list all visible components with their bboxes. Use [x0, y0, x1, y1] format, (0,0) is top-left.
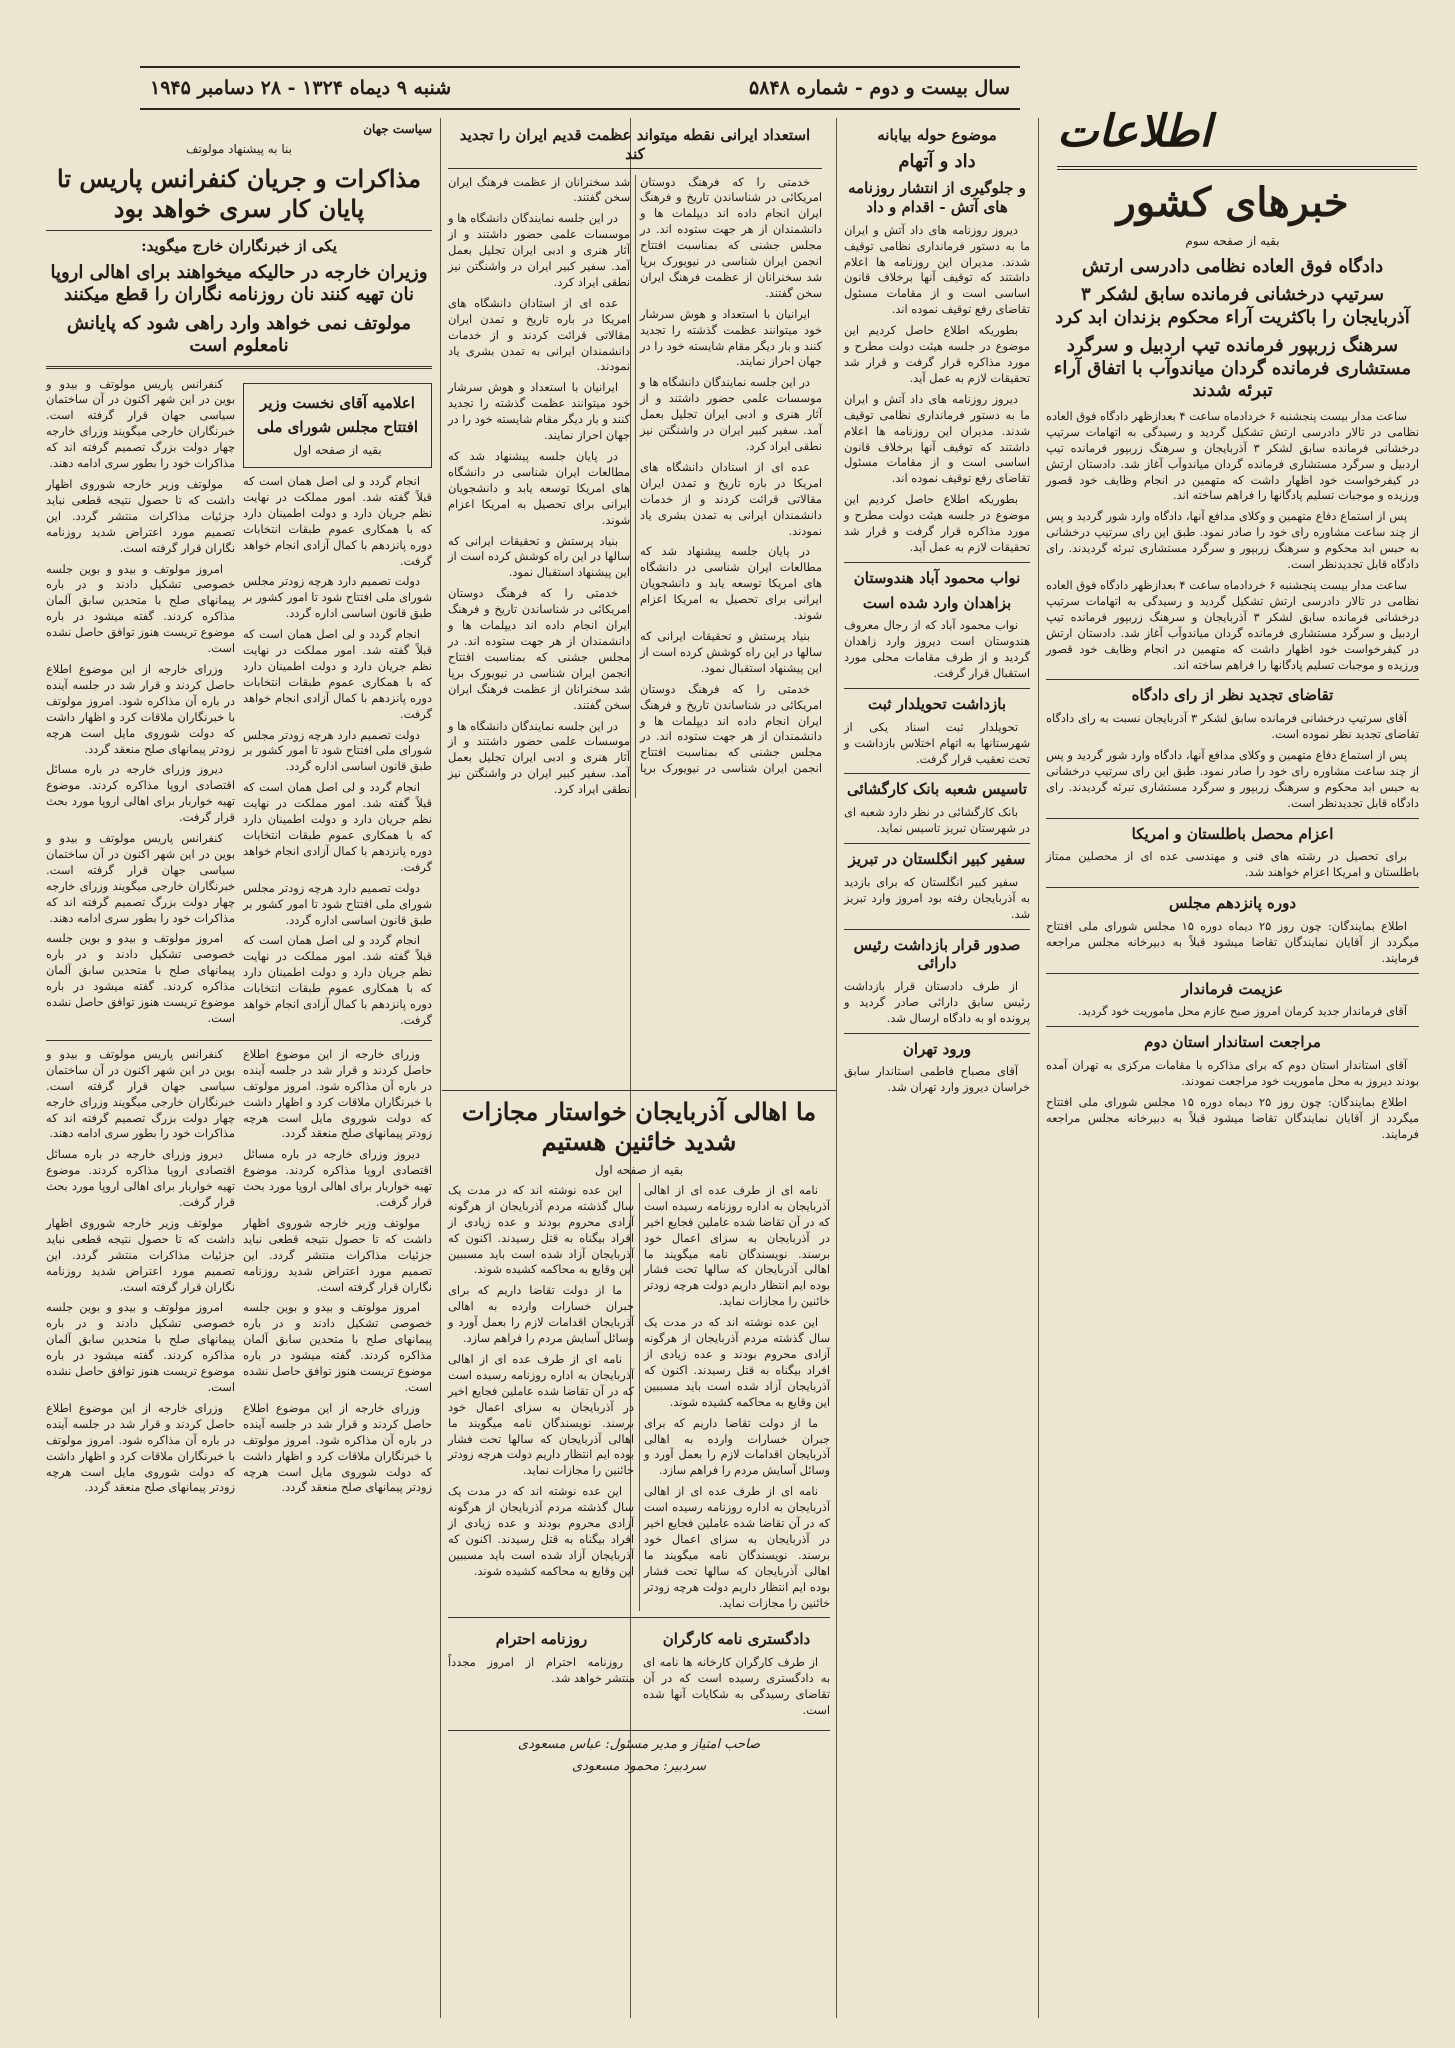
- headline: موضوع حوله بیابانه: [877, 126, 997, 144]
- article-text: نواب محمود آباد که از رجال معروف هندوستان است دیروز وارد زاهدان گردید و از طرف مقامات محلی مورد استقبال قرار گرفت.: [844, 618, 1030, 681]
- article-text: آقای استاندار استان دوم که برای مذاکره با مقامات مرکزی به تهران آمده بودند دیروز به محل ماموریت خود مراجعت نمودند.: [1046, 1058, 1419, 1088]
- article-text: خدمتی را که فرهنگ دوستان امریکائی در شناساندن تاریخ و فرهنگ ایران انجام داده اند دیپلمات ها و دانشمندان از هر جهت ستوده اند. در مجلس جشنی که بمناسبت افتتاح انجمن ایران شناسی در نیویورک برپا شد سخنرانان از عظمت فرهنگ ایران سخن گفتند.: [448, 174, 822, 776]
- article-text: پس از استماع دفاع متهمین و وکلای مدافع آنها، دادگاه وارد شور گردید و پس از چند ساعت مشاوره رای خود را صادر نمود. طبق این رای سرتیپ درخشانی به حبس ابد محکوم و سرهنگ زربپور و سرگرد مستشاری تبرئه گردیدند. رای دادگاه قابل تجدیدنظر است.: [1046, 747, 1419, 810]
- article-text: در پایان جلسه پیشنهاد شد که مطالعات ایران شناسی در دانشگاه های امریکا توسعه یابد و دانشجویان ایرانی برای تحصیل به امریکا اعزام شوند.: [448, 449, 630, 527]
- article-text: کنفرانس پاریس مولوتف و بیدو و بوین در این شهر اکنون در آن ساختمان سیاسی جهان قرار گرفته است. خبرنگاران خارجی میگویند وزرای خارجه چهار دولت بزرگ تصمیم گرفته اند که مذاکرات خود را بطور سری ادامه دهند.: [46, 1046, 235, 1141]
- continued-note: بقیه از صفحه سوم: [1185, 234, 1280, 248]
- section-title: خبرهای کشور: [1116, 179, 1349, 226]
- headline: دادگاه فوق العاده نظامی دادرسی ارتش: [1081, 255, 1384, 277]
- article-columns: [448, 1183, 830, 1612]
- headline: اعلامیه آقای نخست وزیر: [260, 393, 415, 412]
- article-text: سفیر کبیر انگلستان که برای بازدید به آذربایجان رفته بود امروز وارد تبریز شد.: [844, 874, 1030, 921]
- article-text: کنفرانس پاریس مولوتف و بیدو و بوین در این شهر اکنون در آن ساختمان سیاسی جهان قرار گرفته است. خبرنگاران خارجی میگویند وزرای خارجه چهار دولت بزرگ تصمیم گرفته اند که مذاکرات خود را بطور سری ادامه دهند.: [46, 831, 235, 925]
- article-text: از طرف کارگران کارخانه ها نامه ای به دادگستری رسیده است که در آن تقاضای رسیدگی به شکایات آنها شده است.: [643, 1655, 830, 1717]
- issue-line: سال بیست و دوم - شماره ۵۸۴۸: [749, 77, 1010, 99]
- column-azerbaijan-article: [442, 1090, 836, 2010]
- headline: وزیران خارجه در حالیکه میخواهند برای اهالی اروپا نان تهیه کنند نان روزنامه نگاران را قطع میکنند: [50, 261, 428, 306]
- article-text: اطلاع بمایندگان: چون روز ۲۵ دیماه دوره ۱۵ مجلس شورای ملی افتتاح میگردد از آقایان نمایندگان تقاضا میشود قبلاً به دبیرخانه مجلس مراجعه فرمایند.: [1046, 1094, 1419, 1141]
- article-text: تحویلدار ثبت اسناد یکی از شهرستانها به اتهام اختلاس بازداشت و تحت تعقیب قرار گرفت.: [844, 719, 1030, 766]
- article-text: عده ای از استادان دانشگاه های امریکا در باره تاریخ و تمدن ایران مقالاتی قرائت کردند و از خدمات دانشمندان ایرانی به تمدن بشری یاد نمودند.: [448, 295, 630, 374]
- sub-column: [243, 377, 432, 1034]
- article-text: ساعت مدار بیست پنجشنبه ۶ خردادماه ساعت ۴ بعدازظهر دادگاه فوق العاده نظامی در تالار دادرسی ارتش تشکیل گردید و رسیدگی به اتهامات سرتیپ درخشانی فرمانده سابق لشکر ۳ آذربایجان و سرهنگ زربپور فرمانده تیپ اردبیل و سرگرد مستشاری فرمانده گردان میاندوآب آغاز شد. دادستان ارتش در کیفرخواست خود اظهار داشت که متهمین در انجام وظایف خود قصور ورزیده و موجبات تسلیم پادگانها را فراهم ساخته اند.: [1046, 577, 1419, 672]
- article-text: ما از دولت تقاضا داریم که برای جبران خسارات وارده به اهالی آذربایجان اقدامات لازم را بعمل آورد و وسائل آسایش مردم را فراهم سازد.: [448, 1283, 634, 1346]
- article-text: خدمتی را که فرهنگ دوستان امریکائی در شناساندن تاریخ و فرهنگ ایران انجام داده اند دیپلمات ها و دانشمندان از هر جهت ستوده اند. در مجلس جشنی که بمناسبت افتتاح انجمن ایران شناسی در نیویورک برپا شد سخنرانان از عظمت فرهنگ ایران سخن گفتند.: [448, 586, 630, 712]
- article-text: انجام گردد و لی اصل همان است که قبلاً گفته شد. امور مملکت در نهایت نظم جریان دارد و دولت اطمینان دارد که با همکاری عموم طبقات انتخابات دوره پانزدهم با کمال آزادی انجام خواهد گرفت.: [243, 933, 432, 1027]
- sub-column: [46, 377, 235, 1034]
- article-text: مولوتف وزیر خارجه شوروی اظهار داشت که تا حصول نتیجه قطعی نباید جزئیات مذاکرات منتشر گردد. این تصمیم مورد اعتراض شدید روزنامه نگاران قرار گرفته است.: [46, 477, 235, 555]
- article-text: انجام گردد و لی اصل همان است که قبلاً گفته شد. امور مملکت در نهایت نظم جریان دارد و دولت اطمینان دارد که با همکاری عموم طبقات انتخابات دوره پانزدهم با کمال آزادی انجام خواهد گرفت.: [243, 627, 432, 721]
- headline: سرتیپ درخشانی فرمانده سابق لشکر ۳ آذربایجان را باکثریت آراء محکوم بزندان ابد کرد: [1055, 284, 1410, 328]
- article-text: امروز مولوتف و بیدو و بوین جلسه خصوصی تشکیل دادند و در باره پیمانهای صلح با متحدین سابق آلمان مذاکره کردند. گفته میشود در باره موضوع تریست هنوز توافق حاصل نشده است.: [46, 931, 235, 1025]
- article-text: وزرای خارجه از این موضوع اطلاع حاصل کردند و قرار شد در جلسه آینده در باره آن مذاکره شود. امروز مولوتف با خبرنگاران ملاقات کرد و اظهار داشت که دولت شوروی مایل است هرچه زودتر پیمانهای صلح منعقد گردد.: [46, 1400, 235, 1495]
- article-text: در این جلسه نمایندگان دانشگاه ها و موسسات علمی حضور داشتند و از آثار هنری و ادبی ایران تجلیل بعمل آمد. سفیر کبیر ایران در واشنگتن نیز نطقی ایراد کرد.: [448, 718, 630, 797]
- headline: تقاضای تجدید نظر از رای دادگاه: [1131, 686, 1334, 705]
- article-text: انجام گردد و لی اصل همان است که قبلاً گفته شد. امور مملکت در نهایت نظم جریان دارد و دولت اطمینان دارد که با همکاری عموم طبقات انتخابات دوره پانزدهم با کمال آزادی انجام خواهد گرفت.: [243, 780, 432, 874]
- article-text: انجام گردد و لی اصل همان است که قبلاً گفته شد. امور مملکت در نهایت نظم جریان دارد و دولت اطمینان دارد که با همکاری عموم طبقات انتخابات دوره پانزدهم با کمال آزادی انجام خواهد گرفت.: [243, 473, 432, 568]
- continued-note: بقیه از صفحه اول: [293, 443, 382, 458]
- boxed-notice: [243, 383, 432, 468]
- headline: و جلوگیری از انتشار روزنامه های آتش - اقدام و داد: [848, 179, 1026, 216]
- continued-note: بقیه از صفحه اول: [594, 1163, 684, 1177]
- column-iran-culture: [442, 120, 828, 1080]
- article-text: دیروز روزنامه های داد آتش و ایران ما به دستور فرمانداری نظامی توقیف شدند. مدیران این روزنامه ها اعلام داشتند که توقیف آنها برخلاف قانون اساسی است و از مقامات مسئول تقاضای رفع توقیف نموده اند.: [844, 391, 1030, 486]
- headline: ما اهالی آذربایجان خواستار مجازات شدید خائنین هستیم: [461, 1097, 817, 1156]
- article-text: نامه ای از طرف عده ای از اهالی آذربایجان به اداره روزنامه رسیده است که در آن تقاضا شده عاملین فجایع اخیر در آذربایجان به سزای اعمال خود برسند. نویسندگان نامه میگویند ما اهالی آذربایجان که سالها تحت فشار بوده ایم انتظار داریم دولت هرچه زودتر خائنین را مجازات نماید.: [644, 1182, 830, 1309]
- editor-signature: سردبیر: محمود مسعودی: [571, 1758, 707, 1774]
- headline: داد و آتهام: [898, 150, 976, 172]
- headline: صدور قرار بازداشت رئیس دارائی: [853, 935, 1021, 973]
- date-line: شنبه ۹ دیماه ۱۳۲۴ - ۲۸ دسامبر ۱۹۴۵: [150, 77, 452, 99]
- article-text: ساعت مدار بیست پنجشنبه ۶ خردادماه ساعت ۴ بعدازظهر دادگاه فوق العاده نظامی در تالار دادرسی ارتش تشکیل گردید و رسیدگی به اتهامات سرتیپ درخشانی فرمانده سابق لشکر ۳ آذربایجان و سرهنگ زربپور فرمانده تیپ اردبیل و سرگرد مستشاری فرمانده گردان میاندوآب آغاز شد. دادستان ارتش در کیفرخواست خود اظهار داشت که متهمین در انجام وظایف خود قصور ورزیده و موجبات تسلیم پادگانها را فراهم ساخته اند.: [1046, 408, 1419, 503]
- article-text: بطوریکه اطلاع حاصل کردیم این موضوع در جلسه هیئت دولت مطرح و مورد مذاکره قرار گرفت و قرار شد تحقیقات لازم به عمل آید.: [844, 323, 1030, 385]
- column-domestic-news: [1040, 172, 1425, 2012]
- article-text: در پایان جلسه پیشنهاد شد که مطالعات ایران شناسی در دانشگاه های امریکا توسعه یابد و دانشجویان ایرانی برای تحصیل به امریکا اعزام شوند.: [640, 544, 822, 623]
- article-text: از طرف دادستان قرار بازداشت رئیس سابق دارائی صادر گردید و پرونده او به دادگاه ارسال شد.: [844, 979, 1030, 1025]
- column-rule: [836, 118, 837, 2018]
- article-text: آقای سرتیپ درخشانی فرمانده سابق لشکر ۳ آذربایجان نسبت به رای دادگاه تقاضای تجدید نظر نموده است.: [1046, 711, 1419, 742]
- article-text: برای تحصیل در رشته های فنی و مهندسی عده ای از محصلین ممتاز باطلستان و امریکا اعزام خواهند شد.: [1046, 849, 1419, 880]
- column-world-politics: [40, 120, 438, 2010]
- article-text: آقای مصباح فاطمی استاندار سابق خراسان دیروز وارد تهران شد.: [844, 1064, 1030, 1095]
- headline: سفیر کبیر انگلستان در تبریز: [848, 850, 1026, 869]
- article-text: مولوتف وزیر خارجه شوروی اظهار داشت که تا حصول نتیجه قطعی نباید جزئیات مذاکرات منتشر گردد. این تصمیم مورد اعتراض شدید روزنامه نگاران قرار گرفته است.: [243, 1215, 432, 1294]
- article-text: در این جلسه نمایندگان دانشگاه ها و موسسات علمی حضور داشتند و از آثار هنری و ادبی ایران تجلیل بعمل آمد. سفیر کبیر ایران در واشنگتن نیز نطقی ایراد کرد.: [640, 375, 822, 453]
- headline: بازداشت تحویلدار ثبت: [867, 695, 1007, 713]
- article-text: دیروز روزنامه های داد آتش و ایران ما به دستور فرمانداری نظامی توقیف شدند. مدیران این روزنامه ها اعلام داشتند که توقیف آنها برخلاف قانون اساسی است و از مقامات مسئول تقاضای رفع توقیف نموده اند.: [844, 222, 1030, 317]
- date-strip: [140, 66, 1020, 110]
- article-text: امروز مولوتف و بیدو و بوین جلسه خصوصی تشکیل دادند و در باره پیمانهای صلح با متحدین سابق آلمان مذاکره کردند. گفته میشود در باره موضوع تریست هنوز توافق حاصل نشده است.: [243, 1300, 432, 1394]
- article-text: وزرای خارجه از این موضوع اطلاع حاصل کردند و قرار شد در جلسه آینده در باره آن مذاکره شود. امروز مولوتف با خبرنگاران ملاقات کرد و اظهار داشت که دولت شوروی مایل است هرچه زودتر پیمانهای صلح منعقد گردد.: [243, 1400, 432, 1495]
- headline: دادگستری نامه کارگران: [662, 1630, 811, 1649]
- headline: استعداد ایرانی نقطه میتواند عظمت قدیم ایران را تجدید کند: [448, 126, 822, 169]
- headline: تاسیس شعبه بانک کارگشائی: [846, 780, 1028, 799]
- headline: افتتاح مجلس شورای ملی: [256, 418, 419, 437]
- headline: اعزام محصل باطلستان و امریکا: [1131, 824, 1334, 843]
- article-text: دولت تصمیم دارد هرچه زودتر مجلس شورای ملی افتتاح شود تا امور کشور بر طبق قانون اساسی اداره گردد.: [243, 727, 432, 774]
- article-text: روزنامه احترام از امروز مجدداً منتشر خواهد شد.: [448, 1655, 635, 1686]
- publisher-signature: صاحب امتیاز و مدیر مسئول: عباس مسعودی: [517, 1736, 761, 1752]
- article-text: دولت تصمیم دارد هرچه زودتر مجلس شورای ملی افتتاح شود تا امور کشور بر طبق قانون اساسی اداره گردد.: [243, 880, 432, 927]
- article-text: دیروز وزرای خارجه در باره مسائل اقتصادی اروپا مذاکره کردند. موضوع تهیه خواربار برای اهالی اروپا مورد بحث قرار گرفت.: [243, 1147, 432, 1210]
- article-text: پس از استماع دفاع متهمین و وکلای مدافع آنها، دادگاه وارد شور گردید و پس از چند ساعت مشاوره رای خود را صادر نمود. طبق این رای سرتیپ درخشانی به حبس ابد محکوم و سرهنگ زربپور و سرگرد مستشاری تبرئه گردیدند. رای دادگاه قابل تجدیدنظر است.: [1046, 509, 1419, 572]
- article-text: وزرای خارجه از این موضوع اطلاع حاصل کردند و قرار شد در جلسه آینده در باره آن مذاکره شود. امروز مولوتف با خبرنگاران ملاقات کرد و اظهار داشت که دولت شوروی مایل است هرچه زودتر پیمانهای صلح منعقد گردد.: [46, 661, 235, 756]
- article-text: در این جلسه نمایندگان دانشگاه ها و موسسات علمی حضور داشتند و از آثار هنری و ادبی ایران تجلیل بعمل آمد. سفیر کبیر ایران در واشنگتن نیز نطقی ایراد کرد.: [448, 211, 630, 289]
- headline: نواب محمود آباد هندوستان: [853, 568, 1021, 587]
- column-rule: [440, 118, 441, 2018]
- two-col-block: [46, 1047, 432, 1501]
- masthead-logo: اطلاعات: [1057, 105, 1212, 157]
- two-col-block: [46, 377, 432, 1034]
- article-text: دولت تصمیم دارد هرچه زودتر مجلس شورای ملی افتتاح شود تا امور کشور بر طبق قانون اساسی اداره گردد.: [243, 574, 432, 621]
- article-text: این عده نوشته اند که در مدت یک سال گذشته مردم آذربایجان از هرگونه آزادی محروم بودند و عده زیادی از افراد بیگناه به قتل رسیدند. اکنون که آذربایجان آزاد شده است باید مسببین این وقایع به محاکمه کشیده شوند.: [448, 1182, 634, 1277]
- article-text: نامه ای از طرف عده ای از اهالی آذربایجان به اداره روزنامه رسیده است که در آن تقاضا شده عاملین فجایع اخیر در آذربایجان به سزای اعمال خود برسند. نویسندگان نامه میگویند ما اهالی آذربایجان که سالها تحت فشار بوده ایم انتظار داریم دولت هرچه زودتر خائنین را مجازات نماید.: [448, 1351, 634, 1478]
- article-text: ما از دولت تقاضا داریم که برای جبران خسارات وارده به اهالی آذربایجان اقدامات لازم را بعمل آورد و وسائل آسایش مردم را فراهم سازد.: [644, 1415, 830, 1478]
- column-press-news: [838, 120, 1036, 2010]
- masthead: [1057, 96, 1417, 170]
- headline: روزنامه احترام: [495, 1630, 588, 1649]
- article-text: مولوتف وزیر خارجه شوروی اظهار داشت که تا حصول نتیجه قطعی نباید جزئیات مذاکرات منتشر گردد. این تصمیم مورد اعتراض شدید روزنامه نگاران قرار گرفته است.: [46, 1215, 235, 1294]
- column-rule: [1038, 118, 1039, 2018]
- article-text: بطوریکه اطلاع حاصل کردیم این موضوع در جلسه هیئت دولت مطرح و مورد مذاکره قرار گرفت و قرار شد تحقیقات لازم به عمل آید.: [844, 492, 1030, 554]
- article-text: ایرانیان با استعداد و هوش سرشار خود میتوانند عظمت گذشته را تجدید کنند و بار دیگر مقام شایسته خود را در جهان احراز نمایند.: [640, 306, 822, 369]
- section-kicker: سیاست جهان: [363, 122, 432, 136]
- headline: بزاهدان وارد شده است: [862, 593, 1012, 612]
- headline: عزیمت فرماندار: [1181, 979, 1284, 998]
- headline: سرهنگ زربپور فرمانده تیپ اردبیل و سرگرد مستشاری فرمانده گردان میاندوآب با اتفاق آراء تبرئه شدند: [1053, 335, 1412, 402]
- article-text: بنیاد پرستش و تحقیقات ایرانی که سالها در این راه کوشش کرده است از این پیشنهاد استقبال نمود.: [448, 533, 630, 580]
- article-text: اطلاع بمایندگان: چون روز ۲۵ دیماه دوره ۱۵ مجلس شورای ملی افتتاح میگردد از آقایان نمایندگان تقاضا میشود قبلاً به دبیرخانه مجلس مراجعه فرمایند.: [1046, 918, 1419, 965]
- article-text: دیروز وزرای خارجه در باره مسائل اقتصادی اروپا مذاکره کردند. موضوع تهیه خواربار برای اهالی اروپا مورد بحث قرار گرفت.: [46, 1147, 235, 1210]
- headline: مذاکرات و جریان کنفرانس پاریس تا پایان کار سری خواهد بود: [57, 163, 421, 223]
- headline: دوره پانزدهم مجلس: [1168, 894, 1297, 913]
- article-text: این عده نوشته اند که در مدت یک سال گذشته مردم آذربایجان از هرگونه آزادی محروم بودند و عده زیادی از افراد بیگناه به قتل رسیدند. اکنون که آذربایجان آزاد شده است باید مسببین این وقایع به محاکمه کشیده شوند.: [644, 1315, 830, 1409]
- article-text: نامه ای از طرف عده ای از اهالی آذربایجان به اداره روزنامه رسیده است که در آن تقاضا شده عاملین فجایع اخیر در آذربایجان به سزای اعمال خود برسند. نویسندگان نامه میگویند ما اهالی آذربایجان که سالها تحت فشار بوده ایم انتظار داریم دولت هرچه زودتر خائنین را مجازات نماید.: [644, 1484, 830, 1610]
- article-text: دیروز وزرای خارجه در باره مسائل اقتصادی اروپا مذاکره کردند. موضوع تهیه خواربار برای اهالی اروپا مورد بحث قرار گرفت.: [46, 762, 235, 825]
- sub-kicker: بنا به پیشنهاد مولوتف: [186, 141, 292, 156]
- headline: مولوتف نمی خواهد وارد راهی شود که پایانش نامعلوم است: [66, 312, 412, 357]
- article-text: امروز مولوتف و بیدو و بوین جلسه خصوصی تشکیل دادند و در باره پیمانهای صلح با متحدین سابق آلمان مذاکره کردند. گفته میشود در باره موضوع تریست هنوز توافق حاصل نشده است.: [46, 561, 235, 656]
- headline: ورود تهران: [902, 1039, 972, 1058]
- article-text: عده ای از استادان دانشگاه های امریکا در باره تاریخ و تمدن ایران مقالاتی قرائت کردند و از خدمات دانشمندان ایرانی به تمدن بشری یاد نمودند.: [640, 459, 822, 538]
- article-text: کنفرانس پاریس مولوتف و بیدو و بوین در این شهر اکنون در آن ساختمان سیاسی جهان قرار گرفته است. خبرنگاران خارجی میگویند وزرای خارجه چهار دولت بزرگ تصمیم گرفته اند که مذاکرات خود را بطور سری ادامه دهند.: [46, 376, 235, 471]
- article-text: این عده نوشته اند که در مدت یک سال گذشته مردم آذربایجان از هرگونه آزادی محروم بودند و عده زیادی از افراد بیگناه به قتل رسیدند. اکنون که آذربایجان آزاد شده است باید مسببین این وقایع به محاکمه کشیده شوند.: [448, 1484, 634, 1578]
- article-text: آقای فرماندار جدید کرمان امروز صبح عازم محل ماموریت خود گردید.: [1077, 1004, 1407, 1019]
- article-columns: [448, 175, 822, 799]
- article-text: امروز مولوتف و بیدو و بوین جلسه خصوصی تشکیل دادند و در باره پیمانهای صلح با متحدین سابق آلمان مذاکره کردند. گفته میشود در باره موضوع تریست هنوز توافق حاصل نشده است.: [46, 1300, 235, 1394]
- headline: یکی از خبرنگاران خارج میگوید:: [141, 236, 337, 255]
- article-text: ایرانیان با استعداد و هوش سرشار خود میتوانند عظمت گذشته را تجدید کنند و بار دیگر مقام شایسته خود را در جهان احراز نمایند.: [448, 380, 630, 443]
- headline: مراجعت استاندار استان دوم: [1144, 1033, 1321, 1052]
- article-text: بانک کارگشائی در نظر دارد شعبه ای در شهرستان تبریز تاسیس نماید.: [844, 805, 1030, 836]
- article-text: خدمتی را که فرهنگ دوستان امریکائی در شناساندن تاریخ و فرهنگ ایران انجام داده اند دیپلمات ها و دانشمندان از هر جهت ستوده اند. در مجلس جشنی که بمناسبت افتتاح انجمن ایران شناسی در نیویورک برپا شد سخنرانان از عظمت فرهنگ ایران سخن گفتند.: [640, 174, 822, 300]
- article-text: بنیاد پرستش و تحقیقات ایرانی که سالها در این راه کوشش کرده است از این پیشنهاد استقبال نمود.: [640, 628, 822, 675]
- article-text: وزرای خارجه از این موضوع اطلاع حاصل کردند و قرار شد در جلسه آینده در باره آن مذاکره شود. امروز مولوتف با خبرنگاران ملاقات کرد و اظهار داشت که دولت شوروی مایل است هرچه زودتر پیمانهای صلح منعقد گردد.: [243, 1046, 432, 1141]
